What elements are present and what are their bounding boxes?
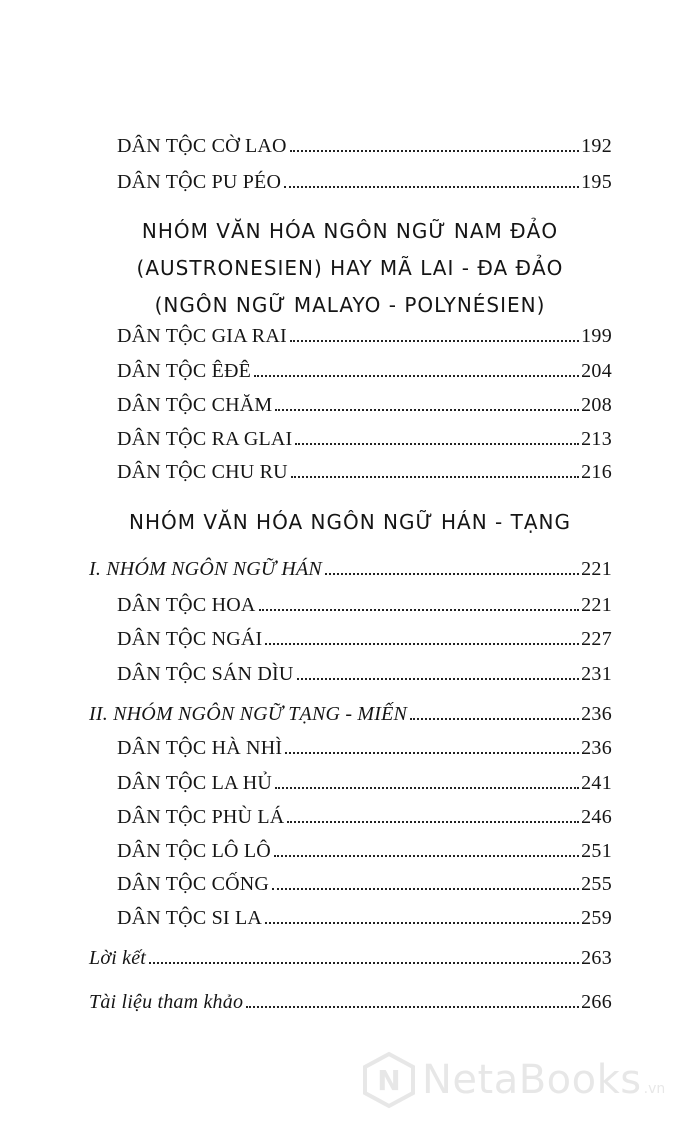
toc-entry-page: 221 [581,594,612,616]
dot-leader [272,888,579,890]
dot-leader [275,409,579,411]
dot-leader [254,375,579,377]
toc-entry-label: DÂN TỘC SÁN DÌU [117,663,294,685]
toc-entry [117,771,612,795]
dot-leader [274,855,579,857]
dot-leader [149,962,579,964]
toc-entry-label: DÂN TỘC GIA RAI [117,325,287,347]
toc-entry-label: DÂN TỘC LA HỦ [117,772,273,794]
toc-entry [117,134,612,158]
dot-leader [410,718,579,720]
netabooks-watermark [360,1045,690,1115]
toc-entry [117,662,612,686]
toc-entry-label: DÂN TỘC SI LA [117,907,263,929]
toc-references-page: 266 [581,991,612,1013]
toc-entry-page: 259 [581,907,612,929]
toc-group-han [89,557,612,581]
toc-entry [117,839,612,863]
dot-leader [290,150,579,152]
toc-references [89,990,612,1014]
heading-line: (AUSTRONESIEN) HAY MÃ LAI - ĐA ĐẢO [136,256,564,280]
dot-leader [265,922,579,924]
toc-entry-label: DÂN TỘC PHÙ LÁ [117,806,285,828]
toc-entry-label: DÂN TỘC CỐNG [117,873,270,895]
toc-entry-label: DÂN TỘC NGÁI [117,628,263,650]
toc-entry [117,324,612,348]
toc-entry-page: 208 [581,394,612,416]
toc-entry [117,906,612,930]
toc-entry-page: 251 [581,840,612,862]
toc-entry [117,593,612,617]
toc-entry-label: DÂN TỘC ÊĐÊ [117,360,252,382]
dot-leader [246,1006,579,1008]
toc-entry-page: 204 [581,360,612,382]
dot-leader [287,821,579,823]
dot-leader [285,752,579,754]
toc-closing [89,946,612,970]
toc-entry-page: 246 [581,806,612,828]
heading-line: NHÓM VĂN HÓA NGÔN NGỮ HÁN - TẠNG [129,510,571,534]
toc-entry-page: 199 [581,325,612,347]
toc-entry-page: 231 [581,663,612,685]
toc-entry-page: 241 [581,772,612,794]
toc-entry [117,627,612,651]
toc-entry-label: DÂN TỘC HÀ NHÌ [117,737,283,759]
dot-leader [265,643,579,645]
toc-entry [117,170,612,194]
toc-entry [117,805,612,829]
toc-entry-label: DÂN TỘC LÔ LÔ [117,840,271,862]
dot-leader [275,787,579,789]
toc-entry-label: DÂN TỘC CHĂM [117,394,273,416]
toc-closing-label: Lời kết [89,947,147,969]
toc-entry-page: 227 [581,628,612,650]
toc-entry-page: 192 [581,135,612,157]
toc-group-page: 236 [581,703,612,725]
toc-references-label: Tài liệu tham khảo [89,991,244,1013]
heading-line: NHÓM VĂN HÓA NGÔN NGỮ NAM ĐẢO [141,219,559,243]
toc-entry [117,359,612,383]
dot-leader [290,340,579,342]
toc-entry [117,460,612,484]
toc-group-page: 221 [581,558,612,580]
dot-leader [295,443,579,445]
toc-entry [117,872,612,896]
toc-entry [117,736,612,760]
svg-text:N: N [377,1064,401,1097]
heading-line: (NGÔN NGỮ MALAYO - POLYNÉSIEN) [154,293,546,317]
toc-entry [117,427,612,451]
section-heading-austronesian [60,213,640,324]
toc-entry-label: DÂN TỘC CỜ LAO [117,135,287,157]
toc-entry-label: DÂN TỘC HOA [117,594,256,616]
dot-leader [297,678,580,680]
toc-entry-page: 236 [581,737,612,759]
watermark-suffix: .vn [643,1081,666,1097]
toc-entry-page: 216 [581,461,612,483]
toc-entry-page: 255 [581,873,612,895]
toc-entry [117,393,612,417]
dot-leader [325,573,579,575]
toc-closing-page: 263 [581,947,612,969]
dot-leader [284,186,579,188]
toc-entry-page: 213 [581,428,612,450]
netabooks-logo-icon [360,1051,418,1109]
toc-entry-label: DÂN TỘC PU PÉO [117,171,282,193]
toc-entry-page: 195 [581,171,612,193]
section-heading-sino-tibetan [60,504,640,541]
dot-leader [291,476,579,478]
toc-group-tang-mien [89,702,612,726]
toc-entry-label: DÂN TỘC CHU RU [117,461,288,483]
toc-group-label: I. NHÓM NGÔN NGỮ HÁN [89,558,322,580]
watermark-brand: NetaBooks [422,1057,642,1103]
dot-leader [259,609,580,611]
toc-entry-label: DÂN TỘC RA GLAI [117,428,293,450]
toc-group-label: II. NHÓM NGÔN NGỮ TẠNG - MIẾN [89,703,408,725]
